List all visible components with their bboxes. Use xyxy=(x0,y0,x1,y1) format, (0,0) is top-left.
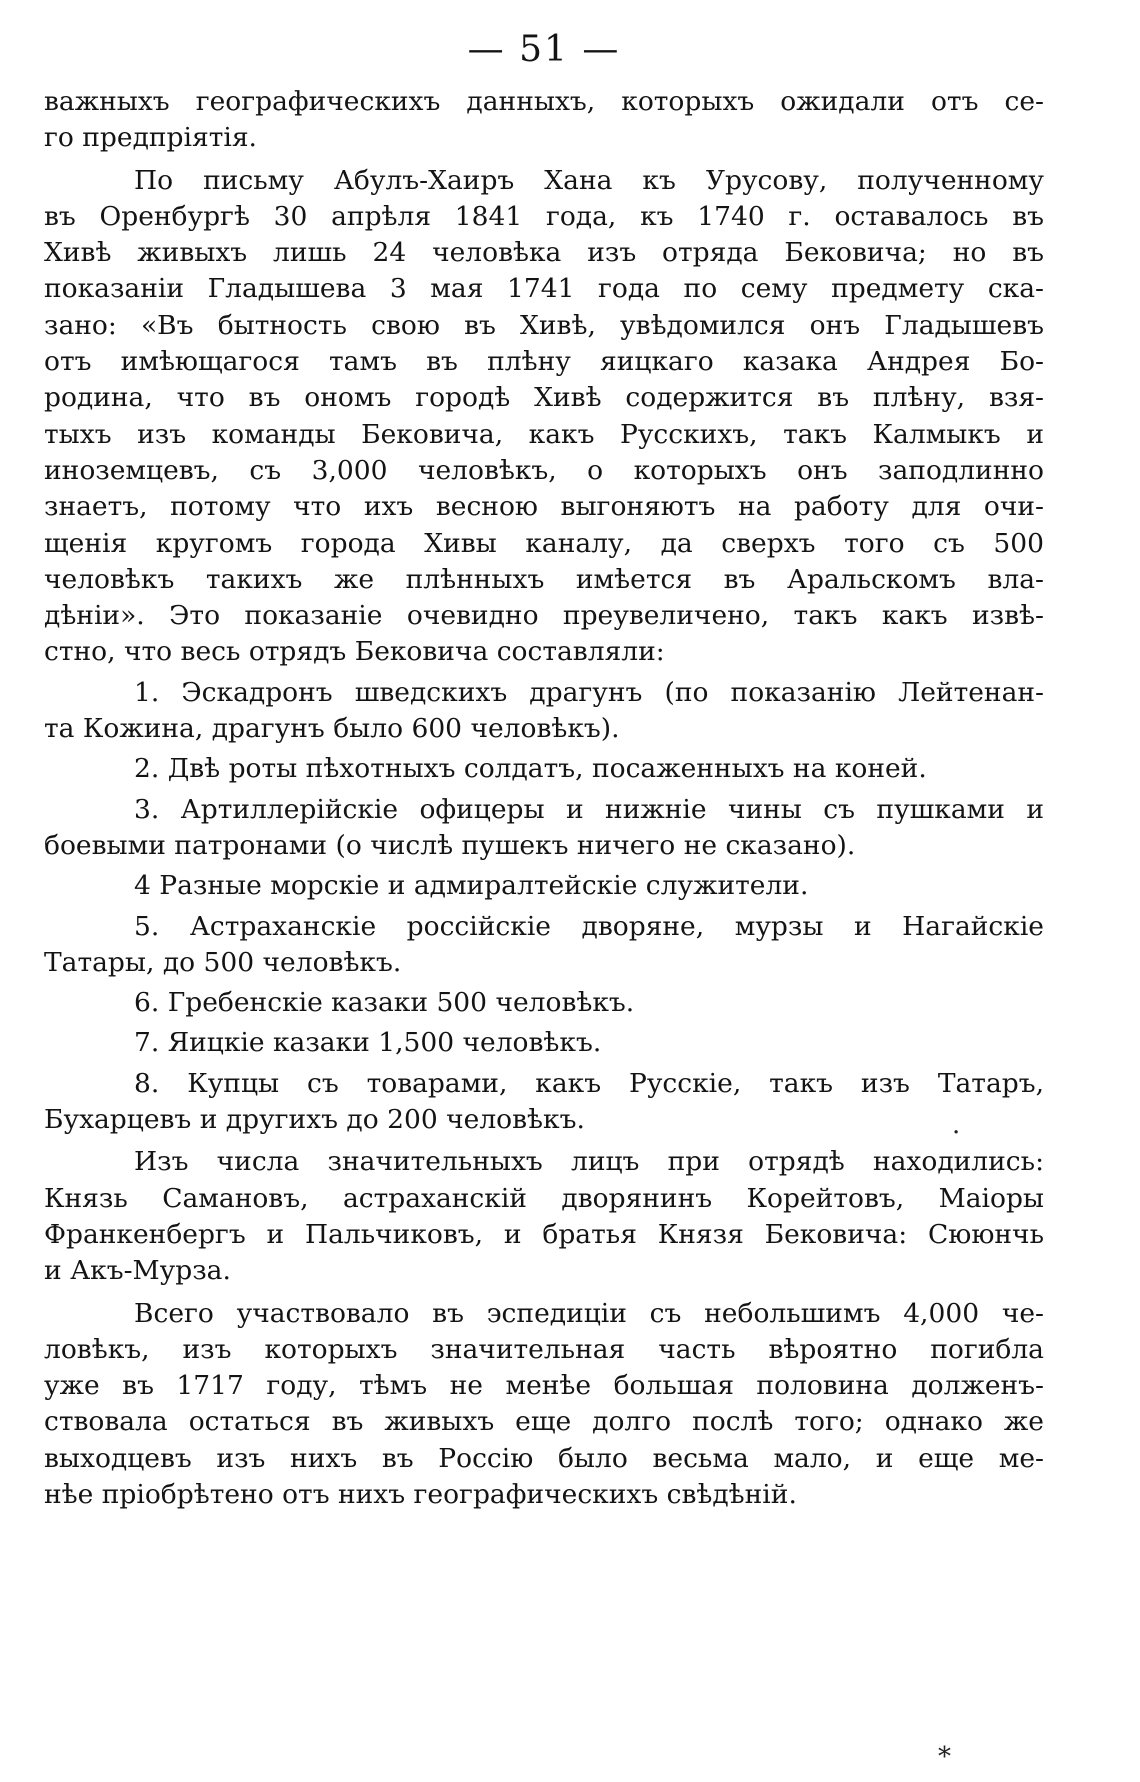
text-line: въ Оренбургѣ 30 апрѣля 1841 года, къ 1740 г. оставалось въ xyxy=(44,200,1044,232)
text-line: и Акъ-Мурза. xyxy=(44,1255,231,1287)
text-line: Всего участвовало въ эспедиціи съ небольшимъ 4,000 че- xyxy=(134,1297,1044,1329)
intro-paragraph xyxy=(44,84,1044,157)
text-line: та Кожина, драгунъ было 600 человѣкъ). xyxy=(44,713,620,745)
text-line: 8. Купцы съ товарами, какъ Русскіе, такъ изъ Татаръ, xyxy=(134,1067,1044,1099)
text-line: 1. Эскадронъ шведскихъ драгунъ (по показанію Лейтенан- xyxy=(134,676,1044,708)
list-item-8 xyxy=(44,1066,1044,1139)
text-line: 2. Двѣ роты пѣхотныхъ солдатъ, посаженныхъ на коней. xyxy=(134,753,927,785)
text-line: тыхъ изъ команды Бековича, какъ Русскихъ, такъ Калмыкъ и xyxy=(44,418,1044,450)
text-line: зано: «Въ бытность свою въ Хивѣ, увѣдомился онъ Гладышевъ xyxy=(44,309,1044,341)
text-line: 5. Астраханскіе россійскіе дворяне, мурзы и Нагайскіе xyxy=(134,910,1044,942)
list-item-6 xyxy=(44,985,1044,1021)
text-line: Татары, до 500 человѣкъ. xyxy=(44,946,402,978)
text-line: Франкенбергъ и Пальчиковъ, и братья Князя Бековича: Сююнчь xyxy=(44,1218,1044,1250)
stray-dot-mark: · xyxy=(952,1118,961,1148)
text-line: показаніи Гладышева 3 мая 1741 года по сему предмету ска- xyxy=(44,273,1044,305)
list-item-7 xyxy=(44,1025,1044,1061)
text-line: ловѣкъ, изъ которыхъ значительная часть вѣроятно погибла xyxy=(44,1333,1044,1365)
text-line: уже въ 1717 году, тѣмъ не менѣе большая половина долженъ- xyxy=(44,1370,1044,1402)
text-line: Бухарцевъ и другихъ до 200 человѣкъ. xyxy=(44,1104,585,1136)
list-item-3 xyxy=(44,792,1044,865)
text-line: выходцевъ изъ нихъ въ Россію было весьма мало, и еще ме- xyxy=(44,1442,1044,1474)
document-page xyxy=(44,20,1044,1760)
text-line: отъ имѣющагося тамъ въ плѣну яицкаго казака Андрея Бо- xyxy=(44,346,1044,378)
text-line: боевыми патронами (о числѣ пушекъ ничего не сказано). xyxy=(44,829,856,861)
text-line: человѣкъ такихъ же плѣнныхъ имѣется въ Аральскомъ вла- xyxy=(44,563,1044,595)
text-line: 3. Артиллерійскіе офицеры и нижніе чины съ пушками и xyxy=(134,793,1044,825)
text-line: 7. Яицкіе казаки 1,500 человѣкъ. xyxy=(134,1027,602,1059)
text-line: нѣе пріобрѣтено отъ нихъ географическихъ свѣдѣній. xyxy=(44,1478,797,1510)
text-line: Хивѣ живыхъ лишь 24 человѣка изъ отряда Бековича; но въ xyxy=(44,237,1044,269)
asterisk-mark: * xyxy=(938,1742,951,1772)
text-line: го предпріятія. xyxy=(44,122,257,154)
text-line: родина, что въ ономъ городѣ Хивѣ содержится въ плѣну, взя- xyxy=(44,382,1044,414)
paragraph-persons xyxy=(44,1144,1044,1289)
list-item-2 xyxy=(44,751,1044,787)
paragraph-letter xyxy=(44,163,1044,671)
text-line: важныхъ географическихъ данныхъ, которыхъ ожидали отъ се- xyxy=(44,86,1044,117)
text-line: По письму Абулъ-Хаиръ Хана къ Урусову, полученному xyxy=(134,164,1044,196)
text-line: иноземцевъ, съ 3,000 человѣкъ, о которыхъ онъ заподлинно xyxy=(44,454,1044,486)
text-line: щенія кругомъ города Хивы каналу, да сверхъ того съ 500 xyxy=(44,527,1044,559)
list-item-1 xyxy=(44,675,1044,748)
list-item-5 xyxy=(44,909,1044,982)
paragraph-summary xyxy=(44,1296,1044,1514)
text-line: 4 Разные морскіе и адмиралтейскіе служители. xyxy=(134,870,809,902)
text-line: ствовала остаться въ живыхъ еще долго послѣ того; однако же xyxy=(44,1406,1044,1438)
text-line: Князь Самановъ, астраханскій дворянинъ Корейтовъ, Маіоры xyxy=(44,1182,1044,1214)
text-line: стно, что весь отрядъ Бековича составляли: xyxy=(44,636,665,668)
list-item-4 xyxy=(44,868,1044,904)
text-line: Изъ числа значительныхъ лицъ при отрядѣ находились: xyxy=(134,1146,1044,1178)
text-line: знаетъ, потому что ихъ весною выгоняютъ на работу для очи- xyxy=(44,491,1044,523)
text-line: 6. Гребенскіе казаки 500 человѣкъ. xyxy=(134,987,635,1019)
text-line: дѣніи». Это показаніе очевидно преувеличено, такъ какъ извѣ- xyxy=(44,600,1044,632)
page-number: — 51 — xyxy=(467,29,621,70)
